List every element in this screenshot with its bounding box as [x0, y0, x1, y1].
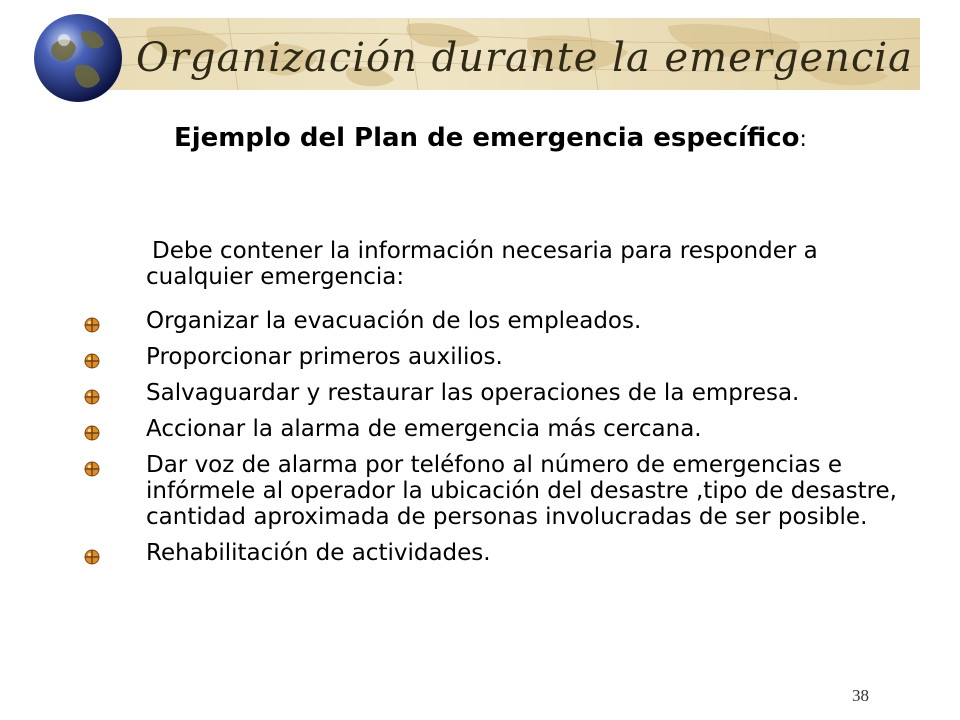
list-item-text: Dar voz de alarma por teléfono al número de emergencias e infórmele al operador la ubicación del desastre ,tipo de desastre, cantidad aproximada de personas involucradas de ser posible.: [146, 452, 897, 530]
list-item: [0, 452, 906, 530]
bullet-list: [0, 308, 960, 576]
list-item: [0, 308, 906, 334]
globe-icon: [30, 10, 126, 106]
slide-subtitle: [146, 124, 866, 154]
globe-bullet-icon: [84, 313, 100, 329]
list-item: [0, 540, 906, 566]
list-item-text: Rehabilitación de actividades.: [146, 540, 491, 566]
list-item-text: Proporcionar primeros auxilios.: [146, 344, 503, 370]
subtitle-colon: :: [799, 127, 807, 152]
globe-bullet-icon: [84, 421, 100, 437]
list-item-text: Accionar la alarma de emergencia más cercana.: [146, 416, 702, 442]
page-number: 38: [852, 686, 869, 705]
list-item: [0, 380, 906, 406]
globe-bullet-icon: [84, 545, 100, 561]
slide-title: Organización durante la emergencia: [136, 35, 913, 81]
globe-bullet-icon: [84, 349, 100, 365]
list-item: [0, 344, 906, 370]
globe-bullet-icon: [84, 457, 100, 473]
list-item-text: Salvaguardar y restaurar las operaciones de la empresa.: [146, 380, 800, 406]
intro-text: Debe contener la información necesaria para responder a cualquier emergencia:: [146, 238, 818, 290]
list-item: [0, 416, 906, 442]
list-item-text: Organizar la evacuación de los empleados.: [146, 308, 642, 334]
subtitle-text: Ejemplo del Plan de emergencia específico: [174, 123, 800, 153]
globe-bullet-icon: [84, 385, 100, 401]
